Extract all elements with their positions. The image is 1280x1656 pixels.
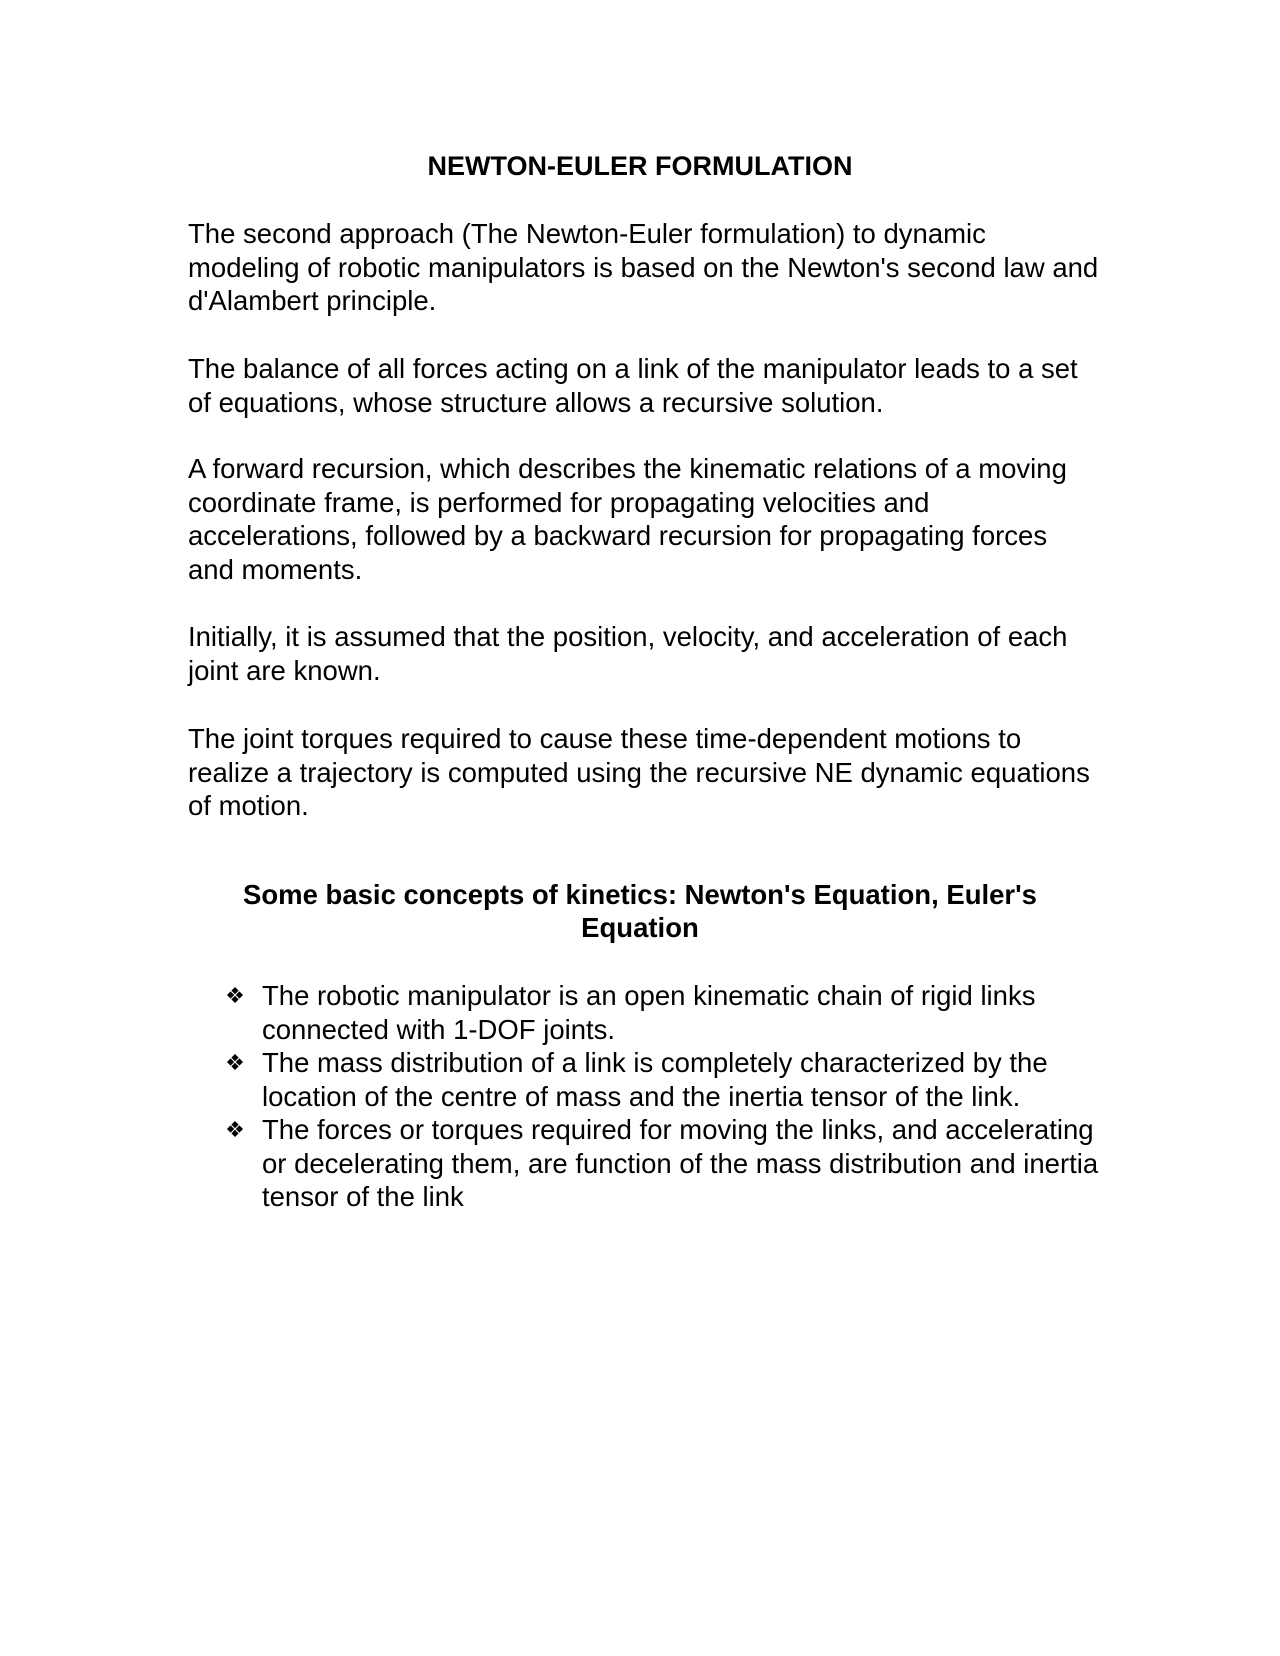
- section-heading: Some basic concepts of kinetics: Newton's Equation, Euler's Equation: [243, 879, 1037, 943]
- list-item: [222, 1046, 1102, 1113]
- list-item-text: The mass distribution of a link is completely characterized by the location of the centre of mass and the inertia tensor of the link.: [262, 1047, 1048, 1112]
- list-item: [222, 979, 1102, 1046]
- paragraph-forward-recursion: A forward recursion, which describes the kinematic relations of a moving coordinate frame, is performed for propagating velocities and accelerations, followed by a backward recursion for propagating forces and moments.: [188, 453, 1067, 585]
- diamond-bullet-icon: ❖: [225, 983, 245, 1008]
- paragraph-second-approach: The second approach (The Newton-Euler formulation) to dynamic modeling of robotic manipulators is based on the Newton's second law and d'Alambert principle.: [188, 218, 1099, 316]
- list-item: [222, 1113, 1102, 1214]
- list-item-text: The forces or torques required for moving the links, and accelerating or decelerating them, are function of the mass distribution and inertia tensor of the link: [262, 1114, 1099, 1212]
- paragraph-initial-assumption: Initially, it is assumed that the position, velocity, and acceleration of each joint are known.: [188, 621, 1068, 686]
- bullet-list: [222, 979, 1102, 1214]
- diamond-bullet-icon: ❖: [225, 1050, 245, 1075]
- list-item-text: The robotic manipulator is an open kinematic chain of rigid links connected with 1-DOF joints.: [262, 980, 1036, 1045]
- page-title: NEWTON-EULER FORMULATION: [427, 151, 853, 181]
- paragraph-balance-of-forces: The balance of all forces acting on a link of the manipulator leads to a set of equations, whose structure allows a recursive solution.: [188, 353, 1078, 418]
- paragraph-joint-torques: The joint torques required to cause these time-dependent motions to realize a trajectory is computed using the recursive NE dynamic equations of motion.: [188, 723, 1090, 821]
- diamond-bullet-icon: ❖: [225, 1117, 245, 1142]
